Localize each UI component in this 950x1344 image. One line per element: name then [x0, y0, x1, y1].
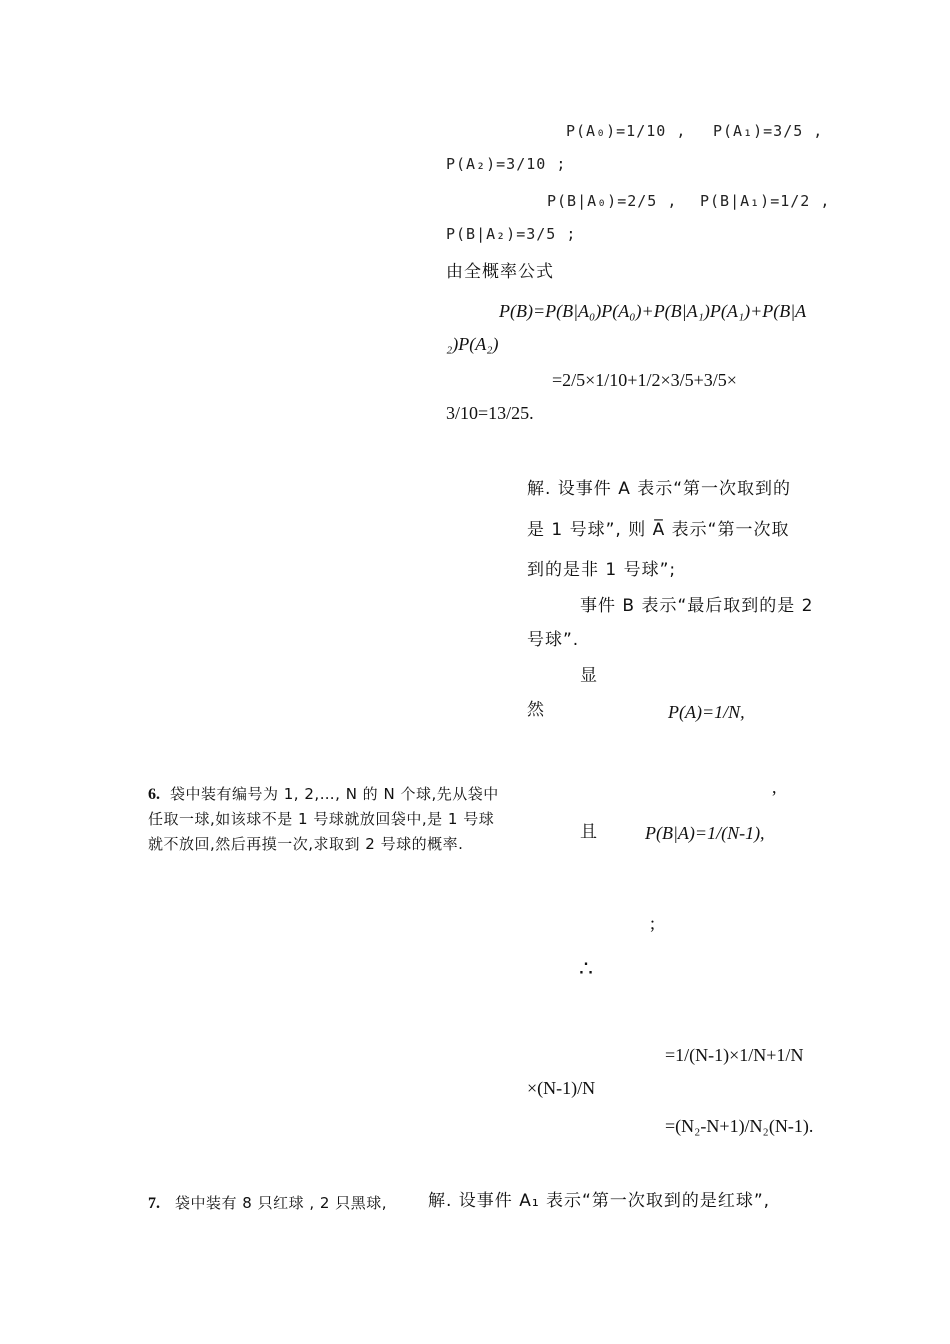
prob-a0: P(A₀)=1/10 ,	[566, 122, 687, 140]
total-probability-formula-cont: ₂)P(A₂)	[446, 334, 499, 354]
solution-6-word: 且	[580, 822, 598, 842]
therefore-symbol: ∴	[579, 956, 593, 981]
question-6-text: 就不放回,然后再摸一次,求取到 2 号球的概率.	[148, 835, 464, 853]
solution-6-line: 是 1 号球”, 则 A̅ 表示“第一次取	[527, 520, 790, 540]
solution-6-word: 显	[580, 666, 598, 686]
question-6-text: 袋中装有编号为 1, 2,…, N 的 N 个球,先从袋中	[170, 785, 499, 803]
comma: ,	[772, 777, 777, 797]
prob-a-value: P(A)=1/N,	[668, 702, 745, 722]
total-probability-calc: =2/5×1/10+1/2×3/5+3/5×	[552, 370, 737, 390]
cond-prob-b-a0: P(B|A₀)=2/5 ,	[547, 192, 678, 210]
question-6-text: 任取一球,如该球不是 1 号球就放回袋中,是 1 号球	[148, 810, 495, 828]
cond-prob-b-a2: P(B|A₂)=3/5 ;	[446, 225, 577, 243]
total-probability-label: 由全概率公式	[446, 262, 554, 282]
cond-prob-b-a1: P(B|A₁)=1/2 ,	[700, 192, 831, 210]
semicolon: ;	[650, 913, 656, 933]
solution-6-result: =(N₂-N+1)/N₂(N-1).	[665, 1116, 814, 1136]
solution-6-line: 解. 设事件 A 表示“第一次取到的	[527, 479, 792, 499]
question-7-text: 袋中装有 8 只红球 , 2 只黑球,	[175, 1194, 387, 1212]
cond-prob-b-given-a: P(B|A)=1/(N-1),	[645, 823, 765, 843]
solution-6-calc: ×(N-1)/N	[527, 1078, 596, 1098]
prob-a1: P(A₁)=3/5 ,	[713, 122, 824, 140]
question-6-number: 6.	[148, 786, 160, 803]
solution-6-line: 到的是非 1 号球”;	[527, 560, 677, 580]
prob-a2: P(A₂)=3/10 ;	[446, 155, 567, 173]
total-probability-result: 3/10=13/25.	[446, 403, 534, 423]
total-probability-formula: P(B)=P(B|A₀)P(A₀)+P(B|A₁)P(A₁)+P(B|A	[499, 301, 807, 321]
solution-6-line: 事件 B 表示“最后取到的是 2	[580, 596, 814, 616]
question-7-number: 7.	[148, 1195, 160, 1212]
solution-6-word: 然	[527, 700, 545, 720]
solution-7-line: 解. 设事件 A₁ 表示“第一次取到的是红球”,	[428, 1191, 771, 1211]
solution-6-line: 号球”.	[527, 630, 580, 650]
solution-6-calc: =1/(N-1)×1/N+1/N	[665, 1045, 804, 1065]
